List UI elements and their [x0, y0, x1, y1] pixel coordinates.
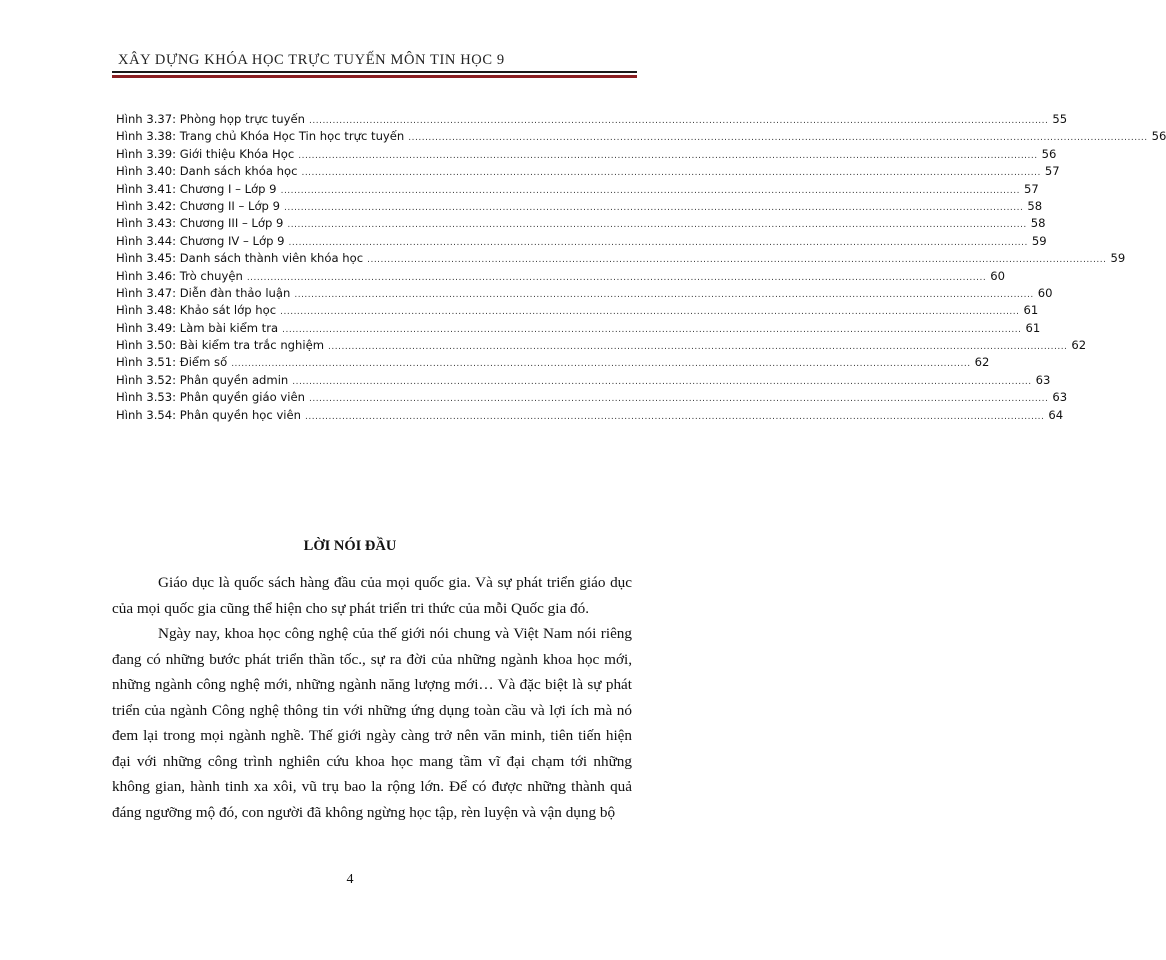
toc-dot-leader: ............................................................................................................................................................................................................................	[280, 307, 1020, 318]
toc-entry	[116, 181, 1039, 199]
toc-entry-label: Hình 3.37: Phòng họp trực tuyến	[116, 112, 305, 126]
toc-entry	[116, 216, 1046, 233]
toc-entry-label: Hình 3.43: Chương III – Lớp 9	[116, 216, 284, 231]
toc-dot-leader: ............................................................................................................................................................................................................................	[298, 150, 1038, 161]
toc-dot-leader: ............................................................................................................................................................................................................................	[305, 411, 1045, 422]
toc-dot-leader: ............................................................................................................................................................................................................................	[328, 342, 1068, 353]
toc-dot-leader: ............................................................................................................................................................................................................................	[301, 168, 1041, 179]
toc-dot-leader: ............................................................................................................................................................................................................................	[231, 359, 971, 370]
toc-entry-page: 58	[1030, 216, 1046, 231]
toc-entry-label: Hình 3.38: Trang chủ Khóa Học Tin học trực tuyến	[116, 129, 405, 144]
toc-entry-page: 55	[1052, 112, 1068, 126]
header-divider-dark	[112, 71, 637, 73]
toc-dot-leader: ............................................................................................................................................................................................................................	[309, 116, 1049, 126]
toc-entry-page: 63	[1052, 390, 1068, 405]
toc-entry	[116, 285, 1053, 303]
toc-entry	[116, 355, 990, 372]
toc-entry	[116, 390, 1068, 407]
toc-entry-label: Hình 3.40: Danh sách khóa học	[116, 164, 298, 179]
header-divider-red	[112, 75, 637, 78]
figure-list	[116, 112, 1166, 425]
toc-entry-page: 61	[1023, 303, 1039, 318]
toc-entry-label: Hình 3.49: Làm bài kiểm tra	[116, 320, 279, 335]
toc-entry	[116, 129, 1166, 146]
toc-dot-leader: ............................................................................................................................................................................................................................	[287, 220, 1027, 231]
toc-entry	[116, 233, 1047, 251]
page-number: 4	[346, 872, 354, 887]
toc-dot-leader: ............................................................................................................................................................................................................................	[282, 324, 1022, 335]
body-text	[112, 570, 632, 825]
toc-entry-page: 59	[1110, 251, 1126, 266]
toc-entry-label: Hình 3.50: Bài kiểm tra trắc nghiệm	[116, 338, 325, 353]
toc-entry-page: 57	[1023, 181, 1039, 196]
toc-entry	[116, 112, 1068, 129]
toc-dot-leader: ............................................................................................................................................................................................................................	[246, 272, 987, 283]
toc-entry-label: Hình 3.42: Chương II – Lớp 9	[116, 198, 280, 213]
toc-entry	[116, 146, 1057, 164]
toc-entry-page: 59	[1031, 233, 1047, 248]
toc-entry-page: 57	[1044, 164, 1060, 179]
running-header-title: XÂY DỰNG KHÓA HỌC TRỰC TUYẾN MÔN TIN HỌC 9	[118, 52, 505, 68]
toc-dot-leader: ............................................................................................................................................................................................................................	[408, 133, 1148, 144]
paragraph: Ngày nay, khoa học công nghệ của thế giới nói chung và Việt Nam nói riêng đang có những bước phát triển thần tốc., sự ra đời của những ngành khoa học mới, những ngành công nghệ mới, những ngành năng lượng mới… Và đặc biệt là sự phát triển của ngành Công nghệ thông tin với những ứng dụng toàn cầu và lợi ích mà nó đem lại trong mọi ngành nghề. Thế giới ngày càng trở nên văn minh, tiên tiến hiện đại với những công trình nghiên cứu khoa học mang tầm vĩ đại chạm tới những không gian, hành tinh xa xôi, vũ trụ bao la rộng lớn. Để có được những thành quả đáng ngưỡng mộ đó, con người đã không ngừng học tập, rèn luyện và vận dụng bộ	[112, 625, 632, 821]
toc-dot-leader: ............................................................................................................................................................................................................................	[292, 376, 1032, 387]
toc-entry-label: Hình 3.54: Phân quyền học viên	[116, 407, 302, 422]
toc-entry	[116, 338, 1087, 355]
toc-entry-page: 56	[1041, 146, 1057, 161]
toc-entry-label: Hình 3.44: Chương IV – Lớp 9	[116, 233, 285, 248]
toc-entry-label: Hình 3.47: Diễn đàn thảo luận	[116, 285, 291, 300]
toc-entry	[116, 251, 1126, 268]
toc-entry-label: Hình 3.46: Trò chuyện	[116, 268, 243, 283]
toc-entry	[116, 198, 1043, 216]
toc-entry-label: Hình 3.45: Danh sách thành viên khóa học	[116, 251, 364, 266]
toc-entry	[116, 407, 1064, 425]
toc-dot-leader: ............................................................................................................................................................................................................................	[283, 202, 1024, 213]
toc-entry	[116, 268, 1005, 286]
toc-entry-page: 60	[1037, 285, 1053, 300]
toc-dot-leader: ............................................................................................................................................................................................................................	[294, 289, 1034, 300]
toc-dot-leader: ............................................................................................................................................................................................................................	[308, 394, 1049, 405]
toc-dot-leader: ............................................................................................................................................................................................................................	[280, 185, 1020, 196]
toc-entry	[116, 320, 1041, 338]
toc-dot-leader: ............................................................................................................................................................................................................................	[288, 237, 1028, 248]
toc-entry-label: Hình 3.52: Phân quyền admin	[116, 372, 289, 387]
toc-entry-page: 60	[990, 268, 1005, 283]
toc-entry-page: 62	[974, 355, 990, 370]
toc-entry-page: 61	[1025, 320, 1041, 335]
toc-entry-page: 63	[1035, 372, 1051, 387]
section-heading: LỜI NÓI ĐẦU	[303, 538, 397, 554]
toc-entry	[116, 372, 1051, 390]
toc-entry-page: 58	[1027, 198, 1043, 213]
toc-entry	[116, 164, 1060, 181]
toc-entry-page: 56	[1151, 129, 1166, 144]
toc-entry-label: Hình 3.41: Chương I – Lớp 9	[116, 181, 277, 196]
toc-dot-leader: ............................................................................................................................................................................................................................	[367, 255, 1107, 266]
toc-entry-label: Hình 3.51: Điểm số	[116, 355, 228, 370]
toc-entry-label: Hình 3.48: Khảo sát lớp học	[116, 303, 277, 318]
paragraph: Giáo dục là quốc sách hàng đầu của mọi quốc gia. Và sự phát triển giáo dục của mọi quốc gia cũng thể hiện cho sự phát triển tri thức của mỗi Quốc gia đó.	[112, 574, 632, 617]
toc-entry-page: 64	[1048, 407, 1064, 422]
toc-entry-label: Hình 3.53: Phân quyền giáo viên	[116, 390, 305, 405]
toc-entry	[116, 303, 1039, 320]
toc-entry-label: Hình 3.39: Giới thiệu Khóa Học	[116, 146, 295, 161]
toc-entry-page: 62	[1071, 338, 1087, 353]
